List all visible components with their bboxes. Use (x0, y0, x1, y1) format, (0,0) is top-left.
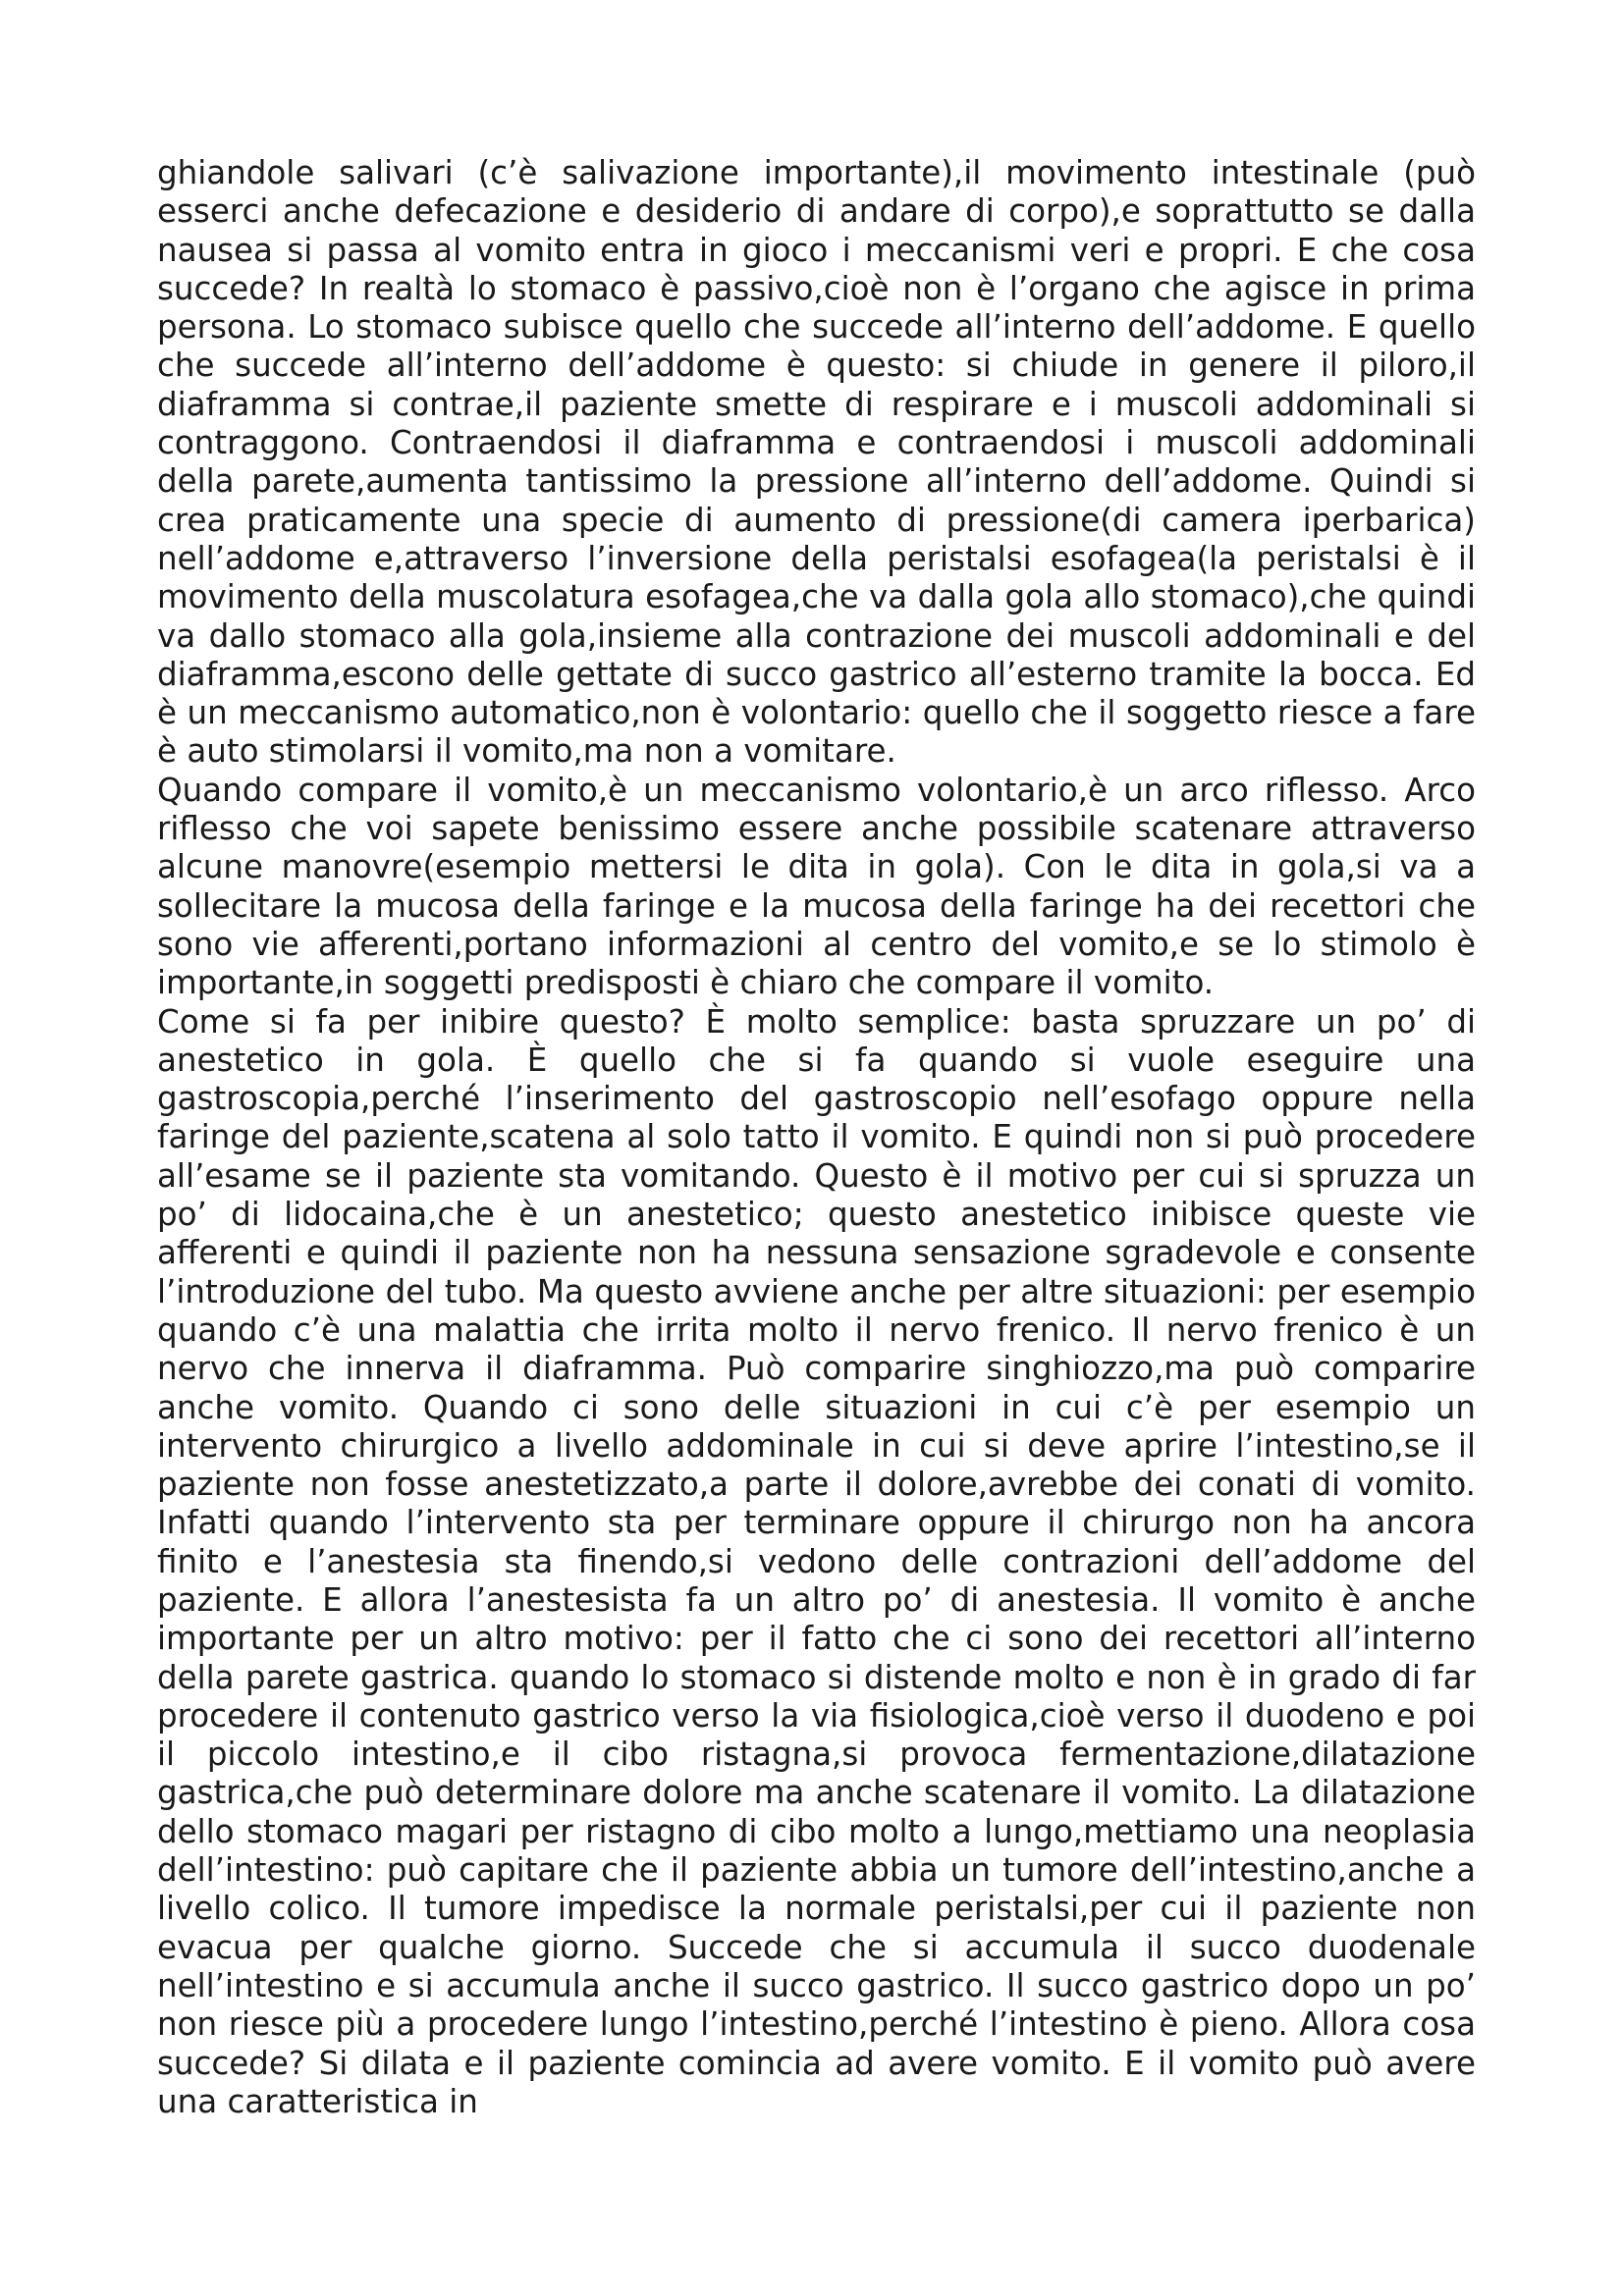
paragraph-inhibition: Come si fa per inibire questo? È molto semplice: basta spruzzare un po’ di anestetico in gola. È quello che si fa quando si vuole eseguire una gastroscopia,perché l’inserimento del gastroscopio nell’esofago oppure nella faringe del paziente,scatena al solo tatto il vomito. E quindi non si può procedere all’esame se il paziente sta vomitando. Questo è il motivo per cui si spruzza un po’ di lidocaina,che è un anestetico; questo anestetico inibisce queste vie afferenti e quindi il paziente non ha nessuna sensazione sgradevole e consente l’introduzione del tubo. Ma questo avviene anche per altre situazioni: per esempio quando c’è una malattia che irrita molto il nervo frenico. Il nervo frenico è un nervo che innerva il diaframma. Può comparire singhiozzo,ma può comparire anche vomito. Quando ci sono delle situazioni in cui c’è per esempio un intervento chirurgico a livello addominale in cui si deve aprire l’intestino,se il paziente non fosse anestetizzato,a parte il dolore,avrebbe dei conati di vomito. Infatti quando l’intervento sta per terminare oppure il chirurgo non ha ancora finito e l’anestesia sta finendo,si vedono delle contrazioni dell’addome del paziente. E allora l’anestesista fa un altro po’ di anestesia. Il vomito è anche importante per un altro motivo: per il fatto che ci sono dei recettori all’interno della parete gastrica. quando lo stomaco si distende molto e non è in grado di far procedere il contenuto gastrico verso la via fisiologica,cioè verso il duodeno e poi il piccolo intestino,e il cibo ristagna,si provoca fermentazione,dilatazione gastrica,che può determinare dolore ma anche scatenare il vomito. La dilatazione dello stomaco magari per ristagno di cibo molto a lungo,mettiamo una neoplasia dell’intestino: può capitare che il paziente abbia un tumore dell’intestino,anche a livello colico. Il tumore impedisce la normale peristalsi,per cui il paziente non evacua per qualche giorno. Succede che si accumula il succo duodenale nell’intestino e si accumula anche il succo gastrico. Il succo gastrico dopo un po’ non riesce più a procedere lungo l’intestino,perché l’intestino è pieno. Allora cosa succede? Si dilata e il paziente comincia ad avere vomito. E il vomito può avere una caratteristica in (157, 1002, 1476, 2120)
document-body (157, 154, 1476, 2121)
paragraph-vomiting-mechanism: ghiandole salivari (c’è salivazione importante),il movimento intestinale (può esserci anche defecazione e desiderio di andare di corpo),e soprattutto se dalla nausea si passa al vomito entra in gioco i meccanismi veri e propri. E che cosa succede? In realtà lo stomaco è passivo,cioè non è l’organo che agisce in prima persona. Lo stomaco subisce quello che succede all’interno dell’addome. E quello che succede all’interno dell’addome è questo: si chiude in genere il piloro,il diaframma si contrae,il paziente smette di respirare e i muscoli addominali si contraggono. Contraendosi il diaframma e contraendosi i muscoli addominali della parete,aumenta tantissimo la pressione all’interno dell’addome. Quindi si crea praticamente una specie di aumento di pressione(di camera iperbarica) nell’addome e,attraverso l’inversione della peristalsi esofagea(la peristalsi è il movimento della muscolatura esofagea,che va dalla gola allo stomaco),che quindi va dallo stomaco alla gola,insieme alla contrazione dei muscoli addominali e del diaframma,escono delle gettate di succo gastrico all’esterno tramite la bocca. Ed è un meccanismo automatico,non è volontario: quello che il soggetto riesce a fare è auto stimolarsi il vomito,ma non a vomitare. (157, 154, 1476, 771)
paragraph-reflex-arc: Quando compare il vomito,è un meccanismo volontario,è un arco riflesso. Arco riflesso che voi sapete benissimo essere anche possibile scatenare attraverso alcune manovre(esempio mettersi le dita in gola). Con le dita in gola,si va a sollecitare la mucosa della faringe e la mucosa della faringe ha dei recettori che sono vie afferenti,portano informazioni al centro del vomito,e se lo stimolo è importante,in soggetti predisposti è chiaro che compare il vomito. (157, 771, 1476, 1002)
